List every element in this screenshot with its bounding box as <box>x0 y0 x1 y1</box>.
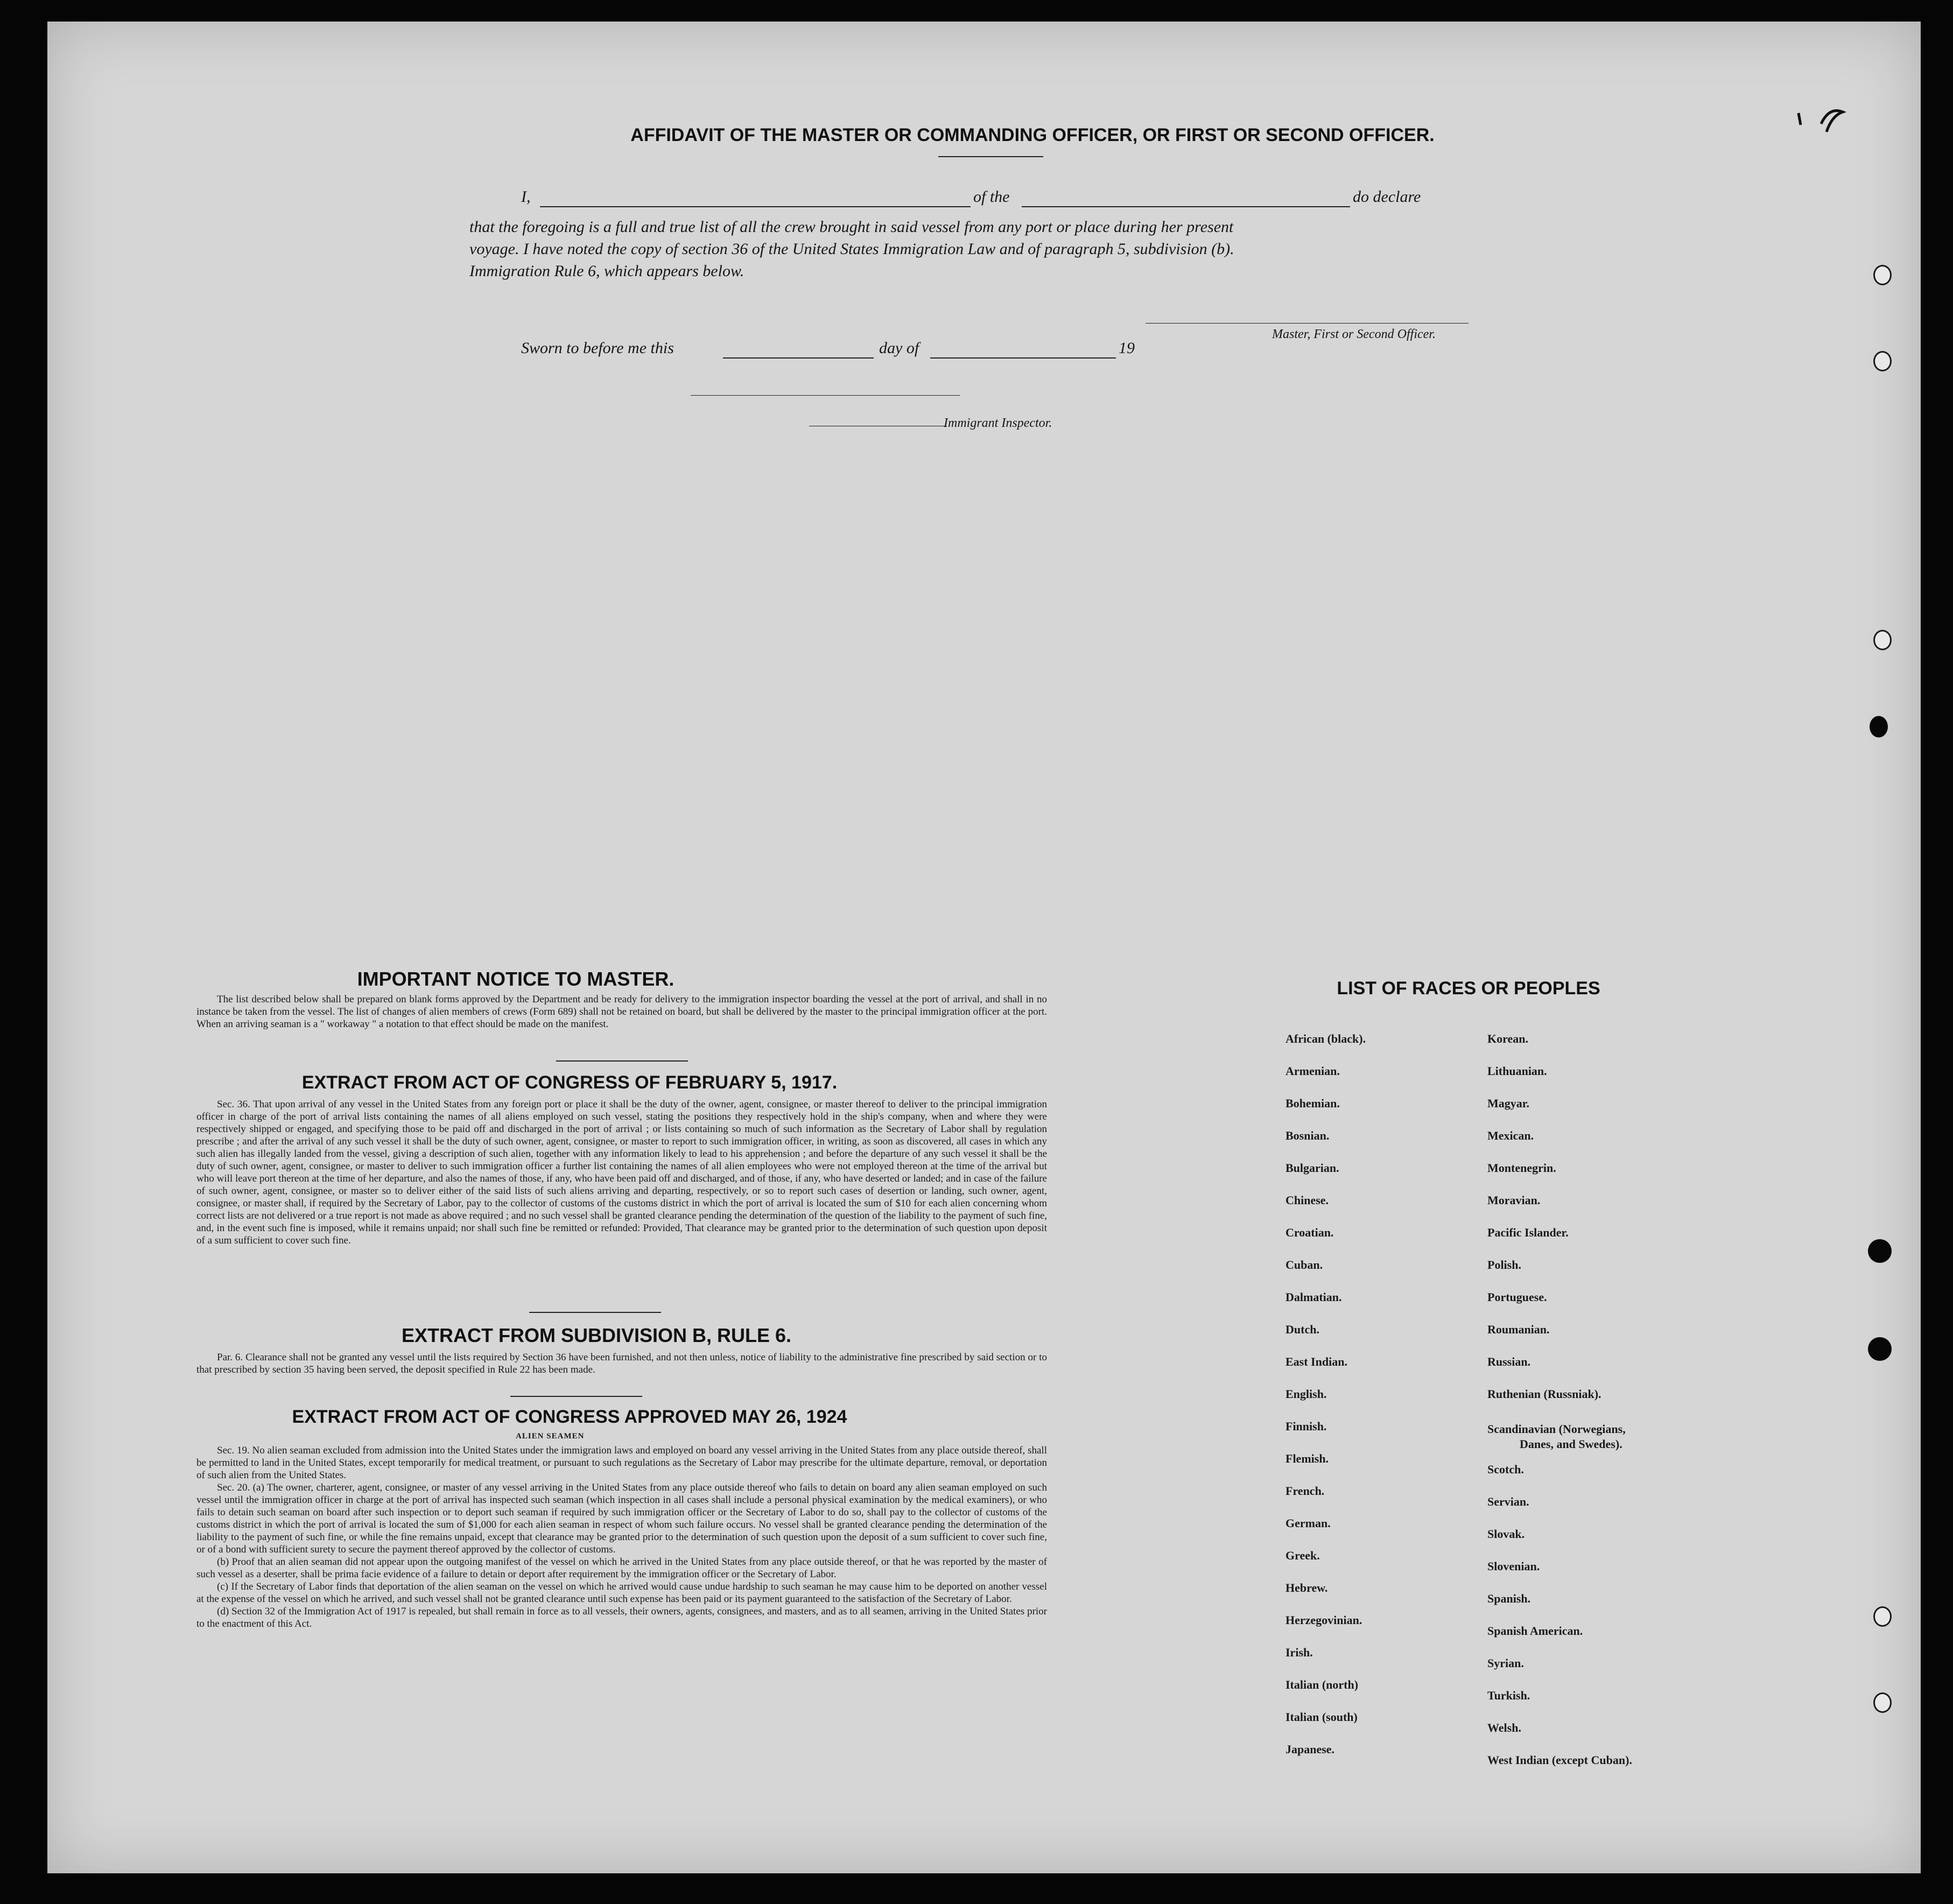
affidavit-line-3: Immigration Rule 6, which appears below. <box>469 262 744 280</box>
sworn-day-blank-line[interactable] <box>723 357 874 359</box>
race-item: Slovenian. <box>1487 1559 1540 1573</box>
race-item: Polish. <box>1487 1258 1521 1271</box>
race-item: Cuban. <box>1285 1258 1323 1271</box>
affidavit-line-2: voyage. I have noted the copy of section 36 of the United States Immigration Law and of paragraph 5, subdivision (b). <box>469 240 1234 258</box>
race-item: Bulgarian. <box>1285 1161 1339 1175</box>
extract-1924-sec20c: (c) If the Secretary of Labor finds that deportation of the alien seaman on the vessel on which he arrived would cause undue hardship to such seaman he may cause him to be deported on another vessel at the expense of the vessel on which he arrived, and such vessel shall not be granted clearance until such expense has been paid or its payment guaranteed to the satisfaction of the Secretary of Labor. <box>196 1581 1047 1605</box>
handwritten-mark-icon <box>1789 102 1848 140</box>
extract-1924-sec19: Sec. 19. No alien seaman excluded from admission into the United States under the immigration laws and employed on board any vessel arriving in the United States from any place outside thereof, shall be permitted to land in the United States, except temporarily for medical treatment, or pursuant to such regulations as the Secretary of Labor may prescribe for the ultimate departure, removal, or deportation of such alien from the United States. <box>196 1445 1047 1481</box>
sworn-year: 19 <box>1119 339 1135 357</box>
race-item: Japanese. <box>1285 1743 1335 1756</box>
race-item: Russian. <box>1487 1355 1531 1368</box>
race-item: Bosnian. <box>1285 1129 1330 1142</box>
punch-hole <box>1873 630 1892 650</box>
race-item: Slovak. <box>1487 1527 1525 1541</box>
extract-1917-text: Sec. 36. That upon arrival of any vessel in the United States from any foreign port or place it shall be the duty of the owner, agent, consignee, or master thereof to deliver to the principal immigration officer in charge of the port of arrival lists containing the names of all aliens employed on such vessel, stating the positions they respectively hold in the ship's company, when and where they were respectively shipped or engaged, and specifying those to be paid off and discharged in the port of arrival ; or lists containing so much of such information as the Secretary of Labor shall by regulation prescribe ; and after the arrival of any such vessel it shall be the duty of such owner, agent, consignee, or master to report to such immigration officer, in writing, as soon as discovered, all cases in which any such alien has illegally landed from the vessel, giving a description of such alien, together with any information likely to lead to his apprehension ; and before the departure of any such vessel it shall be the duty of such owner, agent, consignee, or master to deliver to such immigration officer a further list containing the names of all alien employees who were not employed thereon at the time of the arrival but who will leave port thereon at the time of her departure, and also the names of those, if any, who have been paid off and discharged, and of those, if any, who have deserted or landed; and in case of the failure of such owner, agent, consignee, or master so to deliver either of the said lists of such aliens arriving and departing, respectively, or so to report such cases of desertion or landing, such owner, agent, consignee, or master shall, if required by the Secretary of Labor, pay to the collector of customs of the customs district in which the port of arrival is located the sum of $10 for each alien concerning whom correct lists are not delivered or a true report is not made as above required ; and no such vessel shall be granted clearance pending the determination of the question of the liability to the payment of such fine, and, in the event such fine is imposed, while it remains unpaid; nor shall such fine be remitted or refunded: Provided, That clearance may be granted prior to the determination of such question upon deposit of a sum sufficient to cover such fine. <box>196 1099 1047 1246</box>
punch-hole <box>1868 1239 1892 1263</box>
race-item: Syrian. <box>1487 1656 1524 1670</box>
race-item: Danes, and Swedes). <box>1520 1437 1622 1451</box>
race-item: Flemish. <box>1285 1452 1329 1465</box>
vessel-blank-line[interactable] <box>1022 206 1350 207</box>
race-item: Italian (south) <box>1285 1710 1358 1724</box>
race-item: African (black). <box>1285 1032 1366 1045</box>
document-page <box>47 22 1921 1873</box>
race-item: Hebrew. <box>1285 1581 1328 1594</box>
race-item: Welsh. <box>1487 1721 1521 1734</box>
race-item: Roumanian. <box>1487 1323 1550 1336</box>
races-title: LIST OF RACES OR PEOPLES <box>1337 978 1600 999</box>
race-item: Herzegovinian. <box>1285 1613 1362 1627</box>
race-item: East Indian. <box>1285 1355 1347 1368</box>
sworn-month-blank-line[interactable] <box>930 357 1116 359</box>
extract-1924-subtitle: ALIEN SEAMEN <box>516 1432 585 1441</box>
race-item: Armenian. <box>1285 1064 1340 1078</box>
race-item: French. <box>1285 1484 1325 1498</box>
notice-rule <box>556 1060 688 1062</box>
race-item: Mexican. <box>1487 1129 1534 1142</box>
punch-hole <box>1873 265 1892 285</box>
sworn-label: Sworn to before me this <box>521 339 674 357</box>
inspector-signature-line[interactable] <box>691 395 960 396</box>
race-item: Scandinavian (Norwegians, <box>1487 1422 1626 1436</box>
punch-hole <box>1873 1692 1892 1713</box>
race-item: Chinese. <box>1285 1193 1329 1207</box>
race-item: Dalmatian. <box>1285 1290 1342 1304</box>
extract-1924-sec20a: Sec. 20. (a) The owner, charterer, agent, consignee, or master of any vessel arriving in the United States from any place outside thereof who fails to detain on board any alien seaman employed on such vessel until the immigration officer in charge at the port of arrival has inspected such seaman (which inspection in all cases shall include a personal physical examination by the medical examiners), or who fails to detain such seaman on board after such inspection or to deport such seaman if required by such immigration officer or the Secretary of Labor to do so, shall pay to the collector of customs of the customs district in which the port of arrival is located the sum of $1,000 for each alien seaman in respect of whom such failure occurs. No vessel shall be granted clearance pending the determination of the liability to the payment of such fine, or while the fine remains unpaid, except that clearance may be granted prior to the determination of such question upon the deposit of a sum sufficient to cover such fine, or of a bond with sufficient surety to secure the payment thereof approved by the collector of customs. <box>196 1482 1047 1555</box>
race-item: English. <box>1285 1387 1327 1401</box>
master-signature-line[interactable] <box>1146 323 1469 324</box>
race-item: Dutch. <box>1285 1323 1319 1336</box>
race-item: Irish. <box>1285 1646 1313 1659</box>
race-item: Moravian. <box>1487 1193 1541 1207</box>
race-item: Magyar. <box>1487 1097 1530 1110</box>
race-item: Ruthenian (Russniak). <box>1487 1387 1601 1401</box>
race-item: Croatian. <box>1285 1226 1334 1239</box>
master-signature-label: Master, First or Second Officer. <box>1272 327 1436 341</box>
punch-hole <box>1868 1337 1892 1361</box>
extract-1924-title: EXTRACT FROM ACT OF CONGRESS APPROVED MAY 26, 1924 <box>292 1407 847 1427</box>
day-of-label: day of <box>879 339 919 357</box>
race-item: Montenegrin. <box>1487 1161 1556 1175</box>
extract-1924-body <box>196 1444 1047 1630</box>
race-item: Turkish. <box>1487 1689 1530 1702</box>
affidavit-line-1: that the foregoing is a full and true list of all the crew brought in said vessel from any port or place during her present <box>469 218 1234 236</box>
extract-1917-title: EXTRACT FROM ACT OF CONGRESS OF FEBRUARY 5, 1917. <box>301 1072 838 1093</box>
extract-rule6-rule <box>510 1396 642 1397</box>
race-item: German. <box>1285 1516 1331 1530</box>
race-item: Spanish American. <box>1487 1624 1583 1638</box>
race-item: Servian. <box>1487 1495 1529 1508</box>
race-item: Korean. <box>1487 1032 1528 1045</box>
race-item: Lithuanian. <box>1487 1064 1547 1078</box>
affidavit-title: AFFIDAVIT OF THE MASTER OR COMMANDING OFFICER, OR FIRST OR SECOND OFFICER. <box>630 125 1435 145</box>
extract-1924-sec20b: (b) Proof that an alien seaman did not appear upon the outgoing manifest of the vessel on which he arrived in the United States from any place outside thereof, or that he was reported by the master of such vessel as a deserter, shall be prima facie evidence of a failure to detain or deport after requirement by the immigration officer or the Secretary of Labor. <box>196 1556 1047 1580</box>
extract-1917-rule <box>529 1312 661 1313</box>
inspector-label: Immigrant Inspector. <box>944 416 1052 430</box>
punch-hole <box>1873 1606 1892 1627</box>
affidavit-title-rule <box>938 156 1043 157</box>
notice-title: IMPORTANT NOTICE TO MASTER. <box>357 968 675 990</box>
race-item: West Indian (except Cuban). <box>1487 1753 1632 1767</box>
race-item: Italian (north) <box>1285 1678 1359 1691</box>
race-item: Scotch. <box>1487 1463 1524 1476</box>
affidavit-of-the: of the <box>973 188 1010 206</box>
extract-rule6-text: Par. 6. Clearance shall not be granted any vessel until the lists required by Section 36 have been furnished, and not then unless, notice of liability to the administrative fine prescribed by said section or to that prescribed by section 35 having been served, the deposit specified in Rule 22 has been made. <box>196 1352 1047 1375</box>
race-item: Pacific Islander. <box>1487 1226 1569 1239</box>
race-item: Portuguese. <box>1487 1290 1547 1304</box>
name-blank-line[interactable] <box>540 206 971 207</box>
affidavit-do-declare: do declare <box>1353 188 1421 206</box>
affidavit-i-label: I, <box>521 188 531 206</box>
race-item: Greek. <box>1285 1549 1320 1562</box>
extract-1924-sec20d: (d) Section 32 of the Immigration Act of 1917 is repealed, but shall remain in force as to all vessels, their owners, agents, consignees, and masters, and as to all seamen, arriving in the United States prior to the enactment of this Act. <box>196 1606 1047 1629</box>
extract-rule6-title: EXTRACT FROM SUBDIVISION B, RULE 6. <box>401 1324 792 1346</box>
punch-hole <box>1873 351 1892 371</box>
race-item: Bohemian. <box>1285 1097 1340 1110</box>
punch-hole <box>1870 716 1888 737</box>
race-item: Finnish. <box>1285 1420 1327 1433</box>
notice-text: The list described below shall be prepared on blank forms approved by the Department and be ready for delivery to the immigration inspector boarding the vessel at the port of arrival, and shall in no instance be taken from the vessel. The list of changes of alien members of crews (Form 689) shall not be retained on board, but shall be delivered by the master to the principal immigration officer at the port. When an arriving seaman is a " workaway " a notation to that effect should be made on the manifest. <box>196 994 1047 1030</box>
race-item: Spanish. <box>1487 1592 1531 1605</box>
